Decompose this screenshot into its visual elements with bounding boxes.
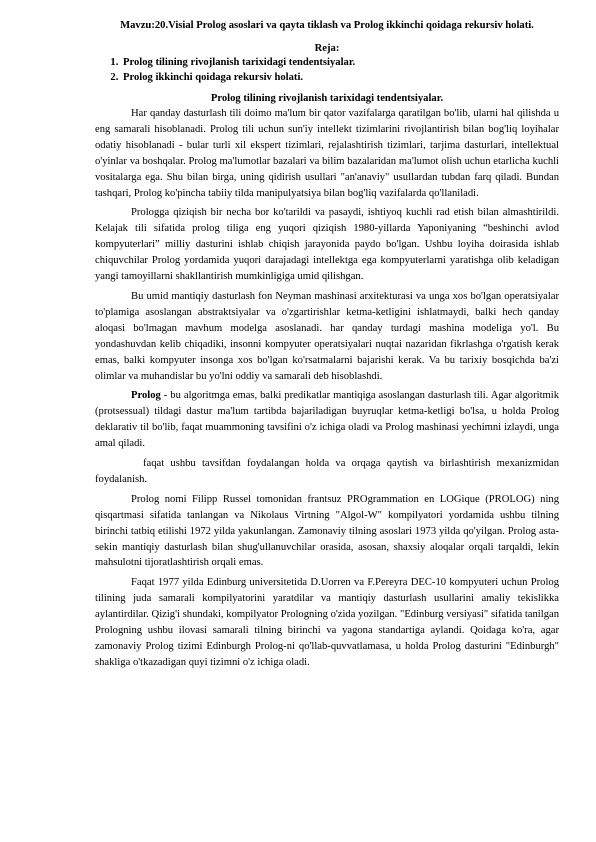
paragraph: Prologga qiziqish bir necha bor ko'tarildi va pasaydi, ishtiyoq kuchli rad etish bilan almashtirildi. Kelajak tili sifatida prolog tiliga eng yuqori qiziqish 1980-yillarda Yaponiyaning “beshinchi avlod kompyuterlari” milliy dasturini ishlab chiqish jarayonida paydo bo'lgan. Ushbu loyiha doirasida ishlab chiquvchilar Prolog yordamida yuqori darajadagi intellektga ega kompyuterlarni yaratishga olib keladigan yangi tamoyillarni shakllantirish mumkinligiga umid qilishgan.	[95, 207, 559, 283]
section-heading: Prolog tilining rivojlanish tarixidagi tendentsiyalar.	[210, 93, 444, 104]
plan-heading: Reja:	[314, 43, 340, 54]
plan-item: 1. Prolog tilining rivojlanish tarixidagi tendentsiyalar.	[121, 56, 559, 71]
paragraph: faqat ushbu tavsifdan foydalangan holda va orqaga qaytish va birlashtirish mexanizmidan foydalanish.	[95, 458, 559, 485]
paragraph: Faqat 1977 yilda Edinburg universitetida D.Uorren va F.Pereyra DEC-10 kompyuteri uchun Prolog tilining juda samarali kompilyatorini yaratdilar va mantiqiy dasturlash usullarini amaliy tekislikka aylantirdilar. Qizig'i shundaki, kompilyator Prologning o'zida yozilgan. "Edinburg versiyasi" sifatida tanilgan Prologning ushbu ilovasi samarali tilning birinchi va yagona standartiga aylandi. Qoidaga ko'ra, agar zamonaviy Prolog tizimi Edinburgh Prolog-ni qo'llab-quvvatlamasa, u holda Prolog dasturini "Edinburgh" shakliga o'tkazadigan quyi tizimni o'z ichiga oladi.	[95, 577, 559, 668]
paragraph-text: - bu algoritmga emas, balki predikatlar mantiqiga asoslangan dasturlash tili. Agar algoritmik (protsessual) tildagi dastur ma'lum tartibda bajariladigan buyruqlar ketma-ketligi bo'lsa, u holda Prolog deklarativ til bo'lib, faqat muammoning tavsifini o'z ichiga oladi va Prolog mashinasi yechimni izlaydi, unga amal qiladi.	[95, 390, 559, 450]
paragraph: Prolog nomi Filipp Russel tomonidan frantsuz PROgrammation en LOGique (PROLOG) ning qisqartmasi sifatida tanlangan va Nikolaus Virtning "Algol-W" kompilyatori yordamida ushbu tilning birinchi tatbiq etilishi 1972 yilda yakunlangan. Zamonaviy tilning asoslari 1973 yilda qo'yilgan. Prolog asta-sekin mantiqiy dasturlash bilan shug'ullanuvchilar orasida, asosan, shaxsiy aloqalar orqali tarqaldi, lekin mahsulotni tijoratlashtirish orqali emas.	[95, 493, 559, 569]
document-title: Mavzu:20.Visial Prolog asoslari va qayta tiklash va Prolog ikkinchi qoidaga rekursiv holati.	[120, 20, 534, 31]
plan-list	[95, 56, 559, 85]
document-page	[95, 18, 559, 675]
paragraph	[95, 388, 559, 452]
paragraph: Har qanday dasturlash tili doimo ma'lum bir qator vazifalarga qaratilgan bo'lib, ularni hal qilishda u eng samarali hisoblanadi. Prolog tili uchun sun'iy intellekt tizimlarini rivojlantirish bilan bog'liq loyihalar odatiy hisoblanadi - bular turli xil ekspert tizimlari, rejalashtirish tizimlari, tarjima dasturlari, intellektual o'yinlar va boshqalar. Prolog ma'lumotlar bazalari va bilim bazalaridan ma'lumot olish uchun etarlicha kuchli vositalarga ega. Shu bilan birga, uning qidirish usullari "an'anaviy" usullardan tubdan farq qiladi. Bundan tashqari, Prolog ko'pincha tabiiy tilda manipulyatsiya bilan bog'liq vazifalarda qo'llaniladi.	[95, 108, 559, 199]
bold-term: Prolog	[131, 390, 161, 402]
plan-item: 2. Prolog ikkinchi qoidaga rekursiv holati.	[121, 71, 559, 86]
paragraph: Bu umid mantiqiy dasturlash fon Neyman mashinasi arxitekturasi va unga xos bo'lgan operatsiyalar to'plamiga asoslangan abstraktsiyalar va o'zgartirishlar ketma-ketligini ishlatmaydi, balki hech qanday aloqasi bo'lmagan mavhum modelga asoslanadi. har qanday turdagi mashina modeliga yo'l. Bu yondashuvdan kelib chiqadiki, insonni kompyuter operatsiyalari nuqtai nazaridan fikrlashga o'rgatish kerak emas, balki kompyuter insonga xos bo'lgan ko'rsatmalarni bajarishi kerak. Va bu tarixiy bosqichda ba'zi olimlar va muhandislar bu yo'lni oddiy va samarali deb hisoblashdi.	[95, 290, 559, 382]
